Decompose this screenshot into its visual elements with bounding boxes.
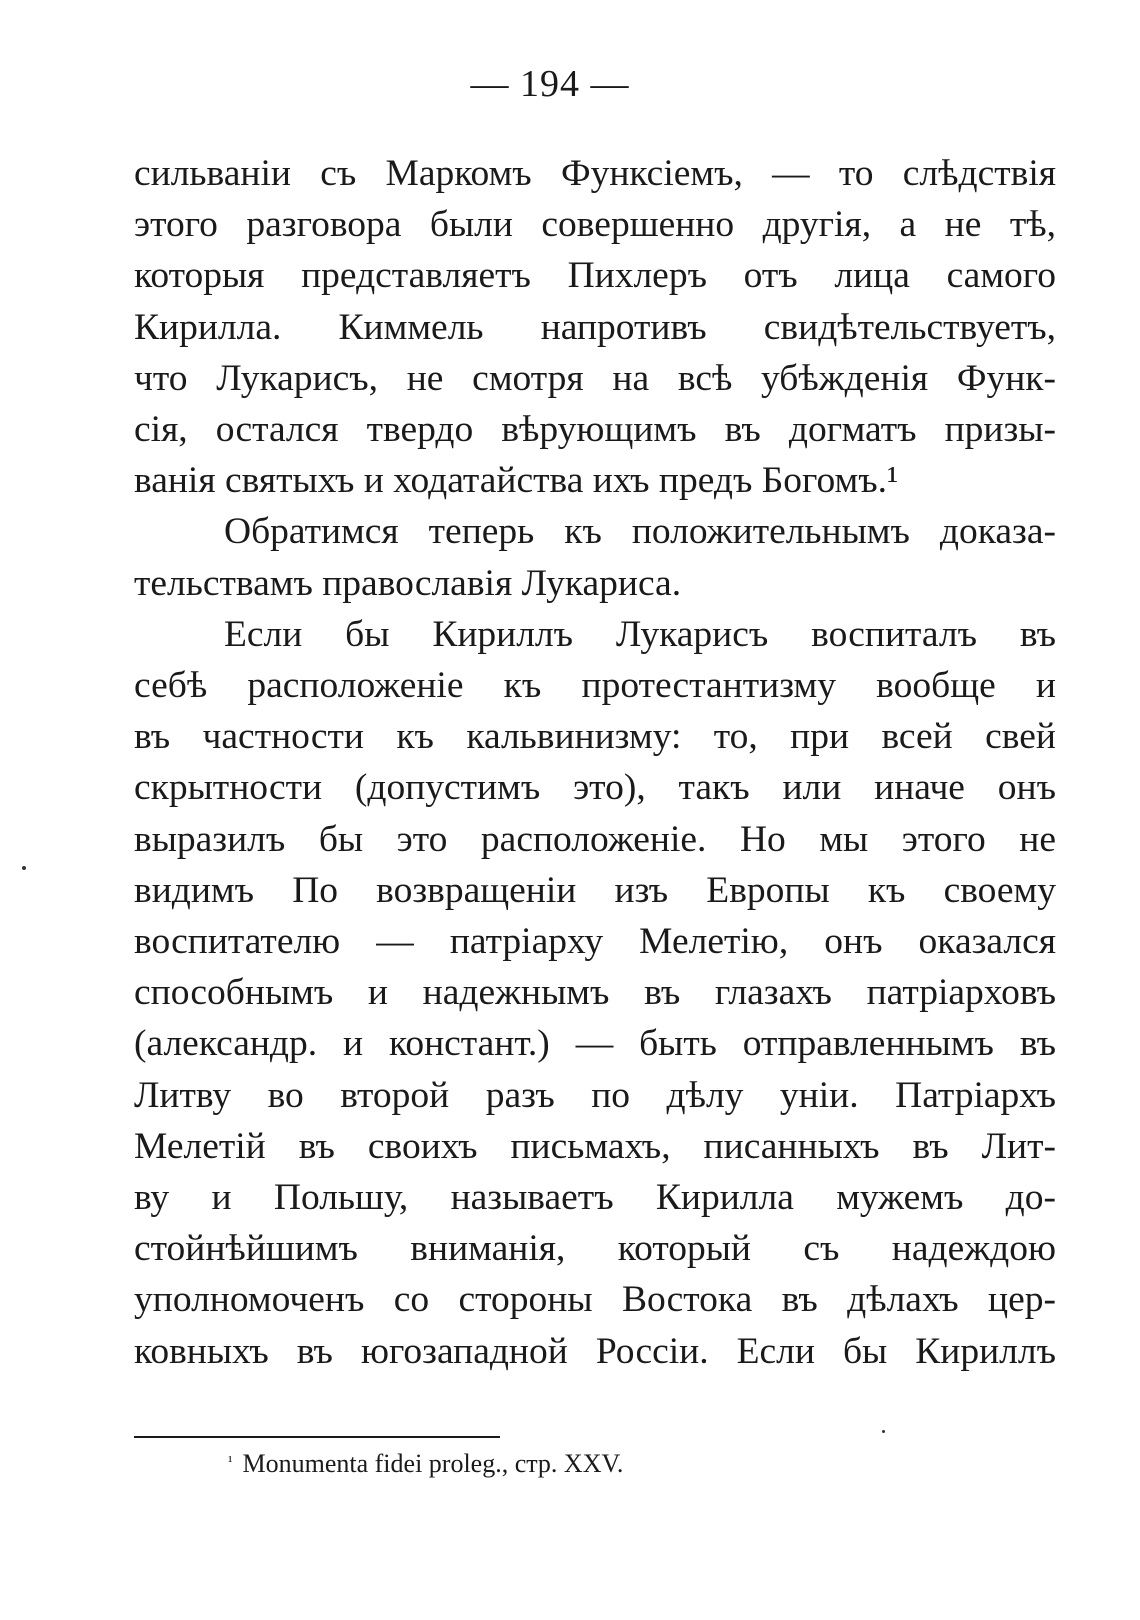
footnote (228, 1446, 623, 1482)
text-line: этого разговора были совершенно другiя, а не тѣ, (134, 204, 1056, 245)
text-line: способнымъ и надежнымъ въ глазахъ патрiарховъ (134, 972, 1056, 1013)
text-line: видимъ По возвращенiи изъ Европы къ своему (134, 870, 1056, 911)
text-line: тельствамъ православiя Лукариса. (134, 563, 682, 604)
text-line: Мелетiй въ своихъ письмахъ, писанныхъ въ Лит- (134, 1126, 1056, 1167)
text-line: Обратимся теперь къ положительнымъ доказа- (224, 511, 1056, 552)
page-number: — 194 — (470, 63, 630, 105)
text-line: воспитателю — патрiарху Мелетiю, онъ оказался (134, 921, 1056, 962)
text-line: скрытности (допустимъ это), такъ или иначе онъ (134, 767, 1056, 808)
text-line: стойнѣйшимъ вниманiя, который съ надеждою (134, 1228, 1056, 1269)
footnote-text: Monumenta fidei proleg., стр. XXV. (242, 1449, 624, 1478)
text-line: сильванiи съ Маркомъ Функсiемъ, — то слѣдствiя (134, 153, 1056, 194)
print-speck (882, 1430, 885, 1433)
text-line: Если бы Кириллъ Лукарисъ воспиталъ въ (224, 614, 1056, 655)
text-line: ковныхъ въ югозападной Россiи. Если бы Кириллъ (134, 1331, 1056, 1372)
footnote-marker: ¹ (228, 1454, 233, 1470)
text-line: сiя, остался твердо вѣрующимъ въ догматъ призы- (134, 409, 1056, 450)
print-speck (22, 866, 26, 870)
text-line: (александр. и констант.) — быть отправленнымъ въ (134, 1023, 1056, 1064)
text-line: что Лукарисъ, не смотря на всѣ убѣжденiя Функ- (134, 358, 1056, 399)
text-line: себѣ расположенiе къ протестантизму вообще и (134, 665, 1056, 706)
text-line: которыя представляетъ Пихлеръ отъ лица самого (134, 255, 1056, 296)
text-line: Литву во второй разъ по дѣлу унiи. Патрiархъ (134, 1075, 1056, 1116)
text-line: уполномоченъ со стороны Востока въ дѣлахъ цер- (134, 1279, 1056, 1320)
text-line: ванiя святыхъ и ходатайства ихъ предъ Богомъ.¹ (134, 460, 899, 501)
text-line: ву и Польшу, называетъ Кирилла мужемъ до- (134, 1177, 1056, 1218)
text-line: въ частности къ кальвинизму: то, при всей свей (134, 716, 1056, 757)
text-line: Кирилла. Киммель напротивъ свидѣтельствуетъ, (134, 307, 1056, 348)
footnote-separator (134, 1436, 500, 1438)
text-line: выразилъ бы это расположенiе. Но мы этого не (134, 819, 1056, 860)
